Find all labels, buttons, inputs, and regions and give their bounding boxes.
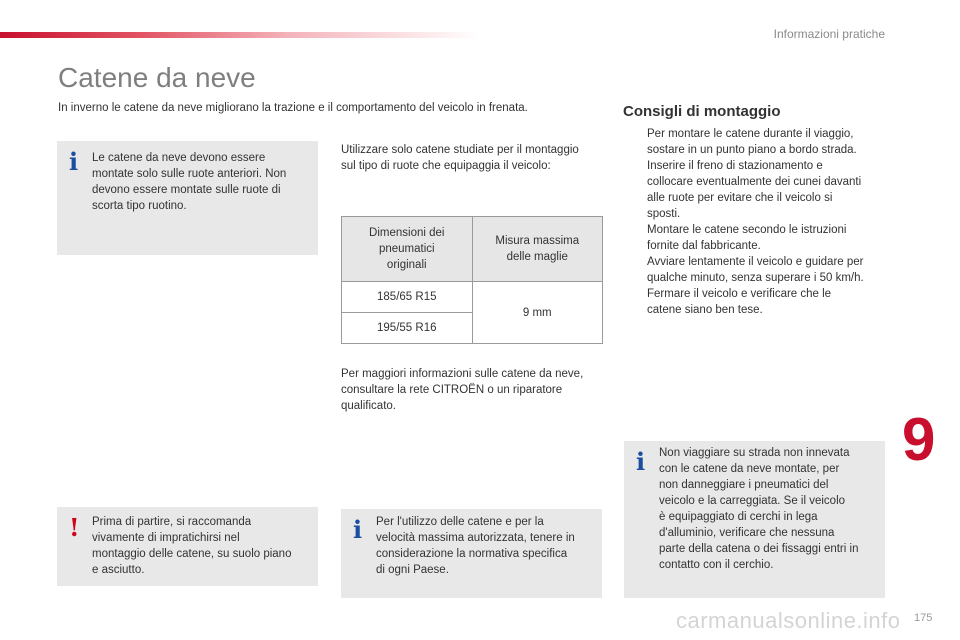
mounting-tips-title: Consigli di montaggio [623, 103, 781, 120]
info-icon: i [69, 147, 79, 176]
list-item: Montare le catene secondo le istruzioni fornite dal fabbricante. [647, 224, 847, 252]
list-item: Avviare lentamente il veicolo e guidare per qualche minuto, senza superare i 50 km/h. [647, 256, 864, 284]
chain-size-table [341, 216, 603, 344]
chapter-number: 9 [902, 406, 936, 473]
link-size-header: Misura massima delle maglie [472, 217, 603, 282]
table-row [342, 282, 603, 313]
no-snow-note-text: Non viaggiare su strada non innevata con le catene da neve montate, per non danneggiare i pneumatici del veicolo e la carreggiata. Se il veicolo è equipaggiato di cerchi in lega d'alluminio, verificare che nessuna parte della catena o dei fissaggi entri in contatto con il cerchio. [659, 447, 859, 571]
table-header-row [342, 217, 603, 282]
list-item: Per montare le catene durante il viaggio, sostare in un punto piano a bordo strada. [647, 128, 857, 156]
watermark: carmanualsonline.info [676, 608, 901, 633]
info-icon: i [636, 447, 646, 476]
mounting-steps-list [623, 126, 885, 318]
warning-icon: ! [69, 513, 80, 542]
intro-text: In inverno le catene da neve migliorano la trazione e il comportamento del veicolo in frenata. [58, 102, 528, 114]
front-wheels-note-panel [57, 141, 318, 255]
list-item: Inserire il freno di stazionamento e collocare eventualmente dei cunei davanti alle ruote per evitare che il veicolo si sposti. [647, 160, 862, 220]
practice-warning-panel [57, 507, 318, 586]
max-link-size-cell: 9 mm [472, 282, 603, 344]
list-item: Fermare il veicolo e verificare che le catene siano ben tese. [647, 288, 832, 316]
tyre-size-cell: 195/55 R16 [342, 313, 473, 344]
practice-warning-text: Prima di partire, si raccomanda vivamente di impratichirsi nel montaggio delle catene, su suolo piano e asciutto. [92, 516, 292, 576]
regulations-note-text: Per l'utilizzo delle catene e per la velocità massima autorizzata, tenere in considerazione la normativa specifica di ogni Paese. [376, 516, 575, 576]
page-title: Catene da neve [58, 62, 256, 93]
tyre-size-cell: 185/65 R15 [342, 282, 473, 313]
regulations-note-panel [341, 509, 602, 598]
header-accent-bar [0, 32, 480, 38]
no-snow-note-panel [624, 441, 885, 598]
usage-paragraph: Utilizzare solo catene studiate per il montaggio sul tipo di ruote che equipaggia il veicolo: [341, 144, 579, 172]
more-info-paragraph: Per maggiori informazioni sulle catene da neve, consultare la rete CITROËN o un riparatore qualificato. [341, 368, 584, 412]
tyre-size-header: Dimensioni dei pneumatici originali [342, 217, 473, 282]
front-wheels-note-text: Le catene da neve devono essere montate solo sulle ruote anteriori. Non devono essere montate sulle ruote di scorta tipo ruotino. [92, 152, 287, 212]
section-label: Informazioni pratiche [773, 27, 885, 41]
info-icon: i [353, 515, 363, 544]
page-number: 175 [914, 612, 933, 624]
